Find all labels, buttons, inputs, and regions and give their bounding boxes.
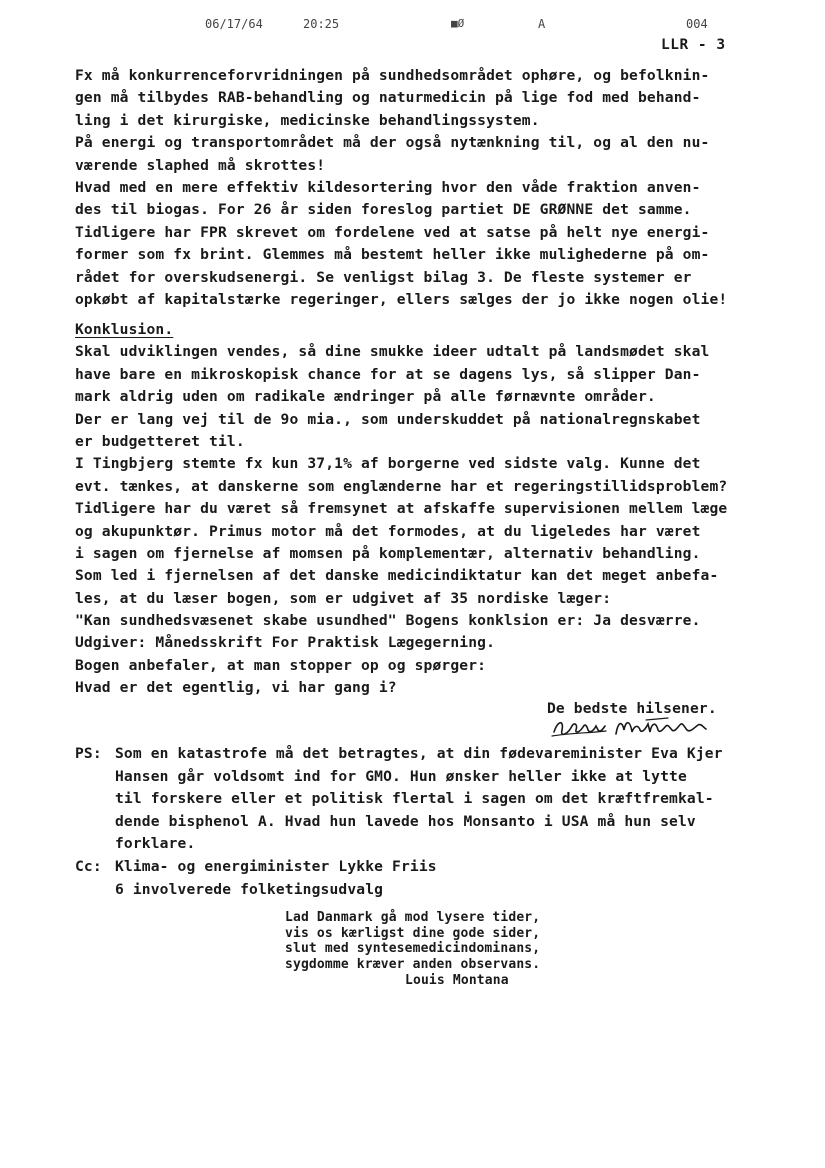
- ps-line: [75, 743, 795, 766]
- cc-line: [75, 856, 795, 879]
- text-line: På energi og transportområdet må der også nytænkning til, og al den nu-: [75, 134, 710, 152]
- text-line: Tidligere har FPR skrevet om fordelene ved at satse på helt nye energi-: [75, 223, 710, 241]
- text-line: les, at du læser bogen, som er udgivet af 35 nordiske læger:: [75, 589, 612, 607]
- cc-label: Cc:: [75, 857, 102, 875]
- text-line: værende slaphed må skrottes!: [75, 156, 326, 174]
- text-line: "Kan sundhedsvæsenet skabe usundhed" Bogens konklsion er: Ja desværre.: [75, 612, 701, 630]
- text-line: Udgiver: Månedsskrift For Praktisk Lægegerning.: [75, 634, 496, 652]
- text-line: have bare en mikroskopisk chance for at se dagens lys, så slipper Dan-: [75, 365, 701, 383]
- text-line: i sagen om fjernelse af momsen på komplementær, alternativ behandling.: [75, 544, 701, 562]
- text-line: 6 involverede folketingsudvalg: [115, 880, 384, 898]
- fax-mark: ■Ø: [451, 17, 465, 30]
- page-reference: LLR - 3: [661, 37, 726, 53]
- section-heading: Konklusion.: [75, 321, 174, 338]
- paragraph-intro: [75, 65, 775, 311]
- text-line: Hansen går voldsomt ind for GMO. Hun ønsker heller ikke at lytte: [115, 767, 687, 785]
- text-line: dende bisphenol A. Hvad hun lavede hos Monsanto i USA må hun selv: [115, 812, 696, 830]
- text-line: Hvad med en mere effektiv kildesortering hvor den våde fraktion anven-: [75, 178, 701, 196]
- text-line: Som led i fjernelsen af det danske medicindiktatur kan det meget anbefa-: [75, 567, 719, 585]
- text-line: Der er lang vej til de 9o mia., som underskuddet på nationalregnskabet: [75, 410, 701, 428]
- text-line: og akupunktør. Primus motor må det formodes, at du ligeledes har været: [75, 522, 701, 540]
- fax-time: 20:25: [303, 17, 340, 31]
- conclusion-section: [75, 319, 775, 700]
- poem-author: Louis Montana: [405, 972, 509, 988]
- fax-page-number: 004: [686, 17, 708, 31]
- text-line: former som fx brint. Glemmes må bestemt heller ikke mulighederne på om-: [75, 246, 710, 264]
- fax-code: A: [538, 17, 546, 31]
- text-line: rådet for overskudsenergi. Se venligst bilag 3. De fleste systemer er: [75, 268, 692, 286]
- fax-transmission-header: [0, 17, 825, 33]
- closing-poem: [285, 910, 605, 988]
- poem-line: sygdomme kræver anden observans.: [285, 957, 541, 973]
- closing-greeting: De bedste hilsener.: [547, 700, 717, 717]
- text-line: des til biogas. For 26 år siden foreslog partiet DE GRØNNE det samme.: [75, 201, 692, 219]
- text-line: Bogen anbefaler, at man stopper op og spørger:: [75, 656, 487, 674]
- text-line: gen må tilbydes RAB-behandling og naturmedicin på lige fod med behand-: [75, 89, 701, 107]
- text-line: ling i det kirurgiske, medicinske behandlingssystem.: [75, 111, 540, 129]
- text-line: Tidligere har du været så fremsynet at afskaffe supervisionen mellem læge: [75, 500, 728, 518]
- poem-line: Lad Danmark gå mod lysere tider,: [285, 910, 541, 925]
- text-line: forklare.: [115, 835, 196, 853]
- text-line: mark aldrig uden om radikale ændringer på alle førnævnte områder.: [75, 388, 656, 406]
- text-line: opkøbt af kapitalstærke regeringer, ellers sælges der jo ikke nogen olie!: [75, 290, 728, 308]
- text-line: Hvad er det egentlig, vi har gang i?: [75, 679, 397, 697]
- text-line: I Tingbjerg stemte fx kun 37,1% af borgerne ved sidste valg. Kunne det: [75, 455, 701, 473]
- fax-date: 06/17/64: [205, 17, 263, 31]
- text-line: er budgetteret til.: [75, 432, 245, 450]
- ps-label: PS:: [75, 745, 102, 762]
- text-line: evt. tænkes, at danskerne som englænderne har et regeringstillidsproblem?: [75, 477, 728, 495]
- poem-line: vis os kærligst dine gode sider,: [285, 925, 541, 941]
- text-line: Skal udviklingen vendes, så dine smukke ideer udtalt på landsmødet skal: [75, 343, 710, 361]
- text-line: Fx må konkurrenceforvridningen på sundhedsområdet ophøre, og befolknin-: [75, 67, 710, 84]
- poem-line: slut med syntesemedicindominans,: [285, 941, 541, 957]
- postscript-section: [75, 743, 795, 901]
- handwritten-signature: [550, 714, 715, 740]
- text-line: Klima- og energiminister Lykke Friis: [115, 857, 437, 875]
- text-line: Som en katastrofe må det betragtes, at din fødevareminister Eva Kjer: [115, 745, 723, 762]
- text-line: til forskere eller et politisk flertal i sagen om det kræftfremkal-: [115, 790, 714, 808]
